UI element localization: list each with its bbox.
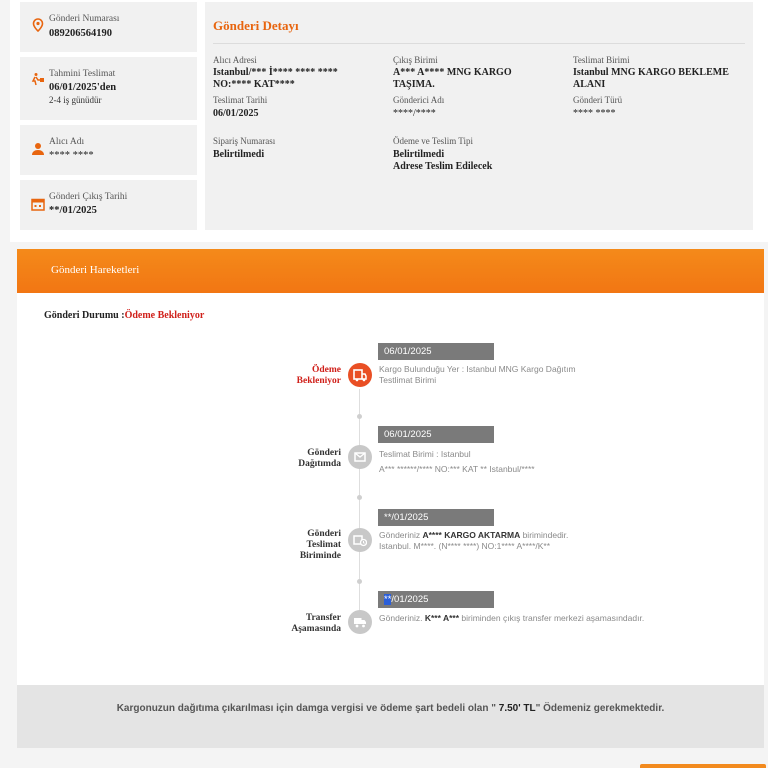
desc-text: Gönderiniz xyxy=(379,530,423,540)
step-payment-pending-label xyxy=(231,365,341,387)
payment-type-line2: Adrese Teslim Edilecek xyxy=(393,161,493,172)
timeline-dot xyxy=(357,414,362,419)
step-label-line: Bekleniyor xyxy=(296,376,341,386)
recipient-address-line1: Istanbul/*** İ**** **** **** xyxy=(213,67,338,78)
ship-date-label: Gönderi Çıkış Tarihi xyxy=(49,192,128,202)
origin-unit-label: Çıkış Birimi xyxy=(393,55,438,65)
action-button[interactable] xyxy=(640,764,766,768)
step-label-line: Ödeme xyxy=(311,365,341,375)
transfer-truck-icon xyxy=(348,610,372,634)
step-desc-line xyxy=(379,613,679,624)
tracking-number-value: 089206564190 xyxy=(49,28,112,39)
divider xyxy=(213,43,745,44)
out-for-delivery-icon xyxy=(348,445,372,469)
order-number-label: Sipariş Numarası xyxy=(213,136,276,146)
step-date xyxy=(378,591,494,608)
estimated-delivery-value: 06/01/2025'den xyxy=(49,82,117,93)
step-description xyxy=(379,364,679,386)
tracking-number-card xyxy=(20,2,197,52)
step-label-line: Biriminde xyxy=(299,551,341,561)
step-description xyxy=(379,449,679,475)
timeline-dot xyxy=(357,495,362,500)
shipment-summary xyxy=(10,0,768,242)
step-at-delivery-unit-label xyxy=(231,529,341,562)
payment-type-line1: Belirtilmedi xyxy=(393,149,445,160)
step-desc-line: Teslimat Birimi : Istanbul xyxy=(379,449,471,459)
step-desc-line: A*** ******/**** NO:*** KAT ** Istanbul/**** xyxy=(379,464,535,474)
step-description xyxy=(379,613,679,624)
shipment-movements xyxy=(17,249,764,685)
shipment-status xyxy=(44,310,204,321)
step-label-line: Aşamasında xyxy=(291,624,341,634)
ship-date-card xyxy=(20,180,197,230)
shipment-type-label: Gönderi Türü xyxy=(573,95,623,105)
desc-unit-name: A**** KARGO AKTARMA xyxy=(422,530,521,540)
courier-icon xyxy=(31,72,45,86)
notice-text: Kargonuzun dağıtıma çıkarılması için damga vergisi ve ödeme şart bedeli olan " xyxy=(116,703,499,714)
movements-title: Gönderi Hareketleri xyxy=(51,264,140,276)
shipment-detail-title: Gönderi Detayı xyxy=(213,18,299,33)
movements-header xyxy=(17,249,764,293)
payment-type-label: Ödeme ve Teslim Tipi xyxy=(393,136,473,146)
ship-date-value: **/01/2025 xyxy=(49,205,97,216)
step-label-line: Teslimat xyxy=(306,540,341,550)
delivery-date-value: 06/01/2025 xyxy=(213,108,259,119)
notice-text: " Ödemeniz gerekmektedir. xyxy=(535,703,665,714)
delivery-duration-note: 2-4 iş günüdür xyxy=(49,95,102,105)
desc-unit-name: K*** A*** xyxy=(424,613,460,623)
recipient-address-line2: NO:**** KAT**** xyxy=(213,79,295,90)
step-desc-line xyxy=(379,530,679,541)
step-in-transfer-label xyxy=(231,613,341,635)
status-label: Gönderi Durumu : xyxy=(44,310,125,321)
selected-text: ** xyxy=(384,594,392,605)
user-icon xyxy=(31,142,45,156)
delivery-unit-line1: Istanbul MNG KARGO BEKLEME xyxy=(573,67,729,78)
step-date: 06/01/2025 xyxy=(378,343,494,360)
order-number-value: Belirtilmedi xyxy=(213,149,265,160)
delivery-date-label: Teslimat Tarihi xyxy=(213,95,268,105)
date-text: /01/2025 xyxy=(391,594,429,605)
timeline-dot xyxy=(357,579,362,584)
step-desc-line: Kargo Bulunduğu Yer : Istanbul MNG Kargo Dağıtım xyxy=(379,364,576,374)
estimated-delivery-label: Tahmini Teslimat xyxy=(49,69,116,79)
desc-text: biriminden çıkış transfer merkezi aşamasındadır. xyxy=(459,613,645,623)
tracking-number-label: Gönderi Numarası xyxy=(49,14,120,24)
step-label-line: Dağıtımda xyxy=(298,459,341,469)
status-value: Ödeme Bekleniyor xyxy=(124,310,205,321)
delivery-unit-label: Teslimat Birimi xyxy=(573,55,630,65)
recipient-name-value: **** **** xyxy=(49,150,94,161)
step-label-line: Transfer xyxy=(305,613,341,623)
step-date: **/01/2025 xyxy=(378,509,494,526)
origin-unit-line2: TAŞIMA. xyxy=(393,79,435,90)
shipment-type-value: **** **** xyxy=(573,108,616,119)
sender-name-value: ****/**** xyxy=(393,108,436,119)
step-label-line: Gönderi xyxy=(307,529,341,539)
step-description xyxy=(379,530,679,552)
payment-notice-text xyxy=(17,703,764,714)
step-desc-line: Istanbul. M****. (N**** ****) NO:1**** A****/K** xyxy=(379,541,551,551)
sender-name-label: Gönderici Adı xyxy=(393,95,445,105)
recipient-name-card xyxy=(20,125,197,175)
step-desc-line: Testlimat Birimi xyxy=(379,375,437,385)
fee-amount: 7.50' TL xyxy=(498,703,536,714)
step-date: 06/01/2025 xyxy=(378,426,494,443)
origin-unit-line1: A*** A**** MNG KARGO xyxy=(393,67,512,78)
step-out-for-delivery-label xyxy=(231,448,341,470)
shipment-detail-panel xyxy=(205,2,753,230)
payment-pending-icon xyxy=(348,363,372,387)
step-label-line: Gönderi xyxy=(307,448,341,458)
delivery-unit-icon xyxy=(348,528,372,552)
calendar-icon xyxy=(31,197,45,211)
recipient-name-label: Alıcı Adı xyxy=(49,137,85,147)
desc-text: Gönderiniz. xyxy=(379,613,425,623)
payment-notice xyxy=(17,685,764,748)
location-pin-icon xyxy=(31,18,45,32)
desc-text: birimindedir. xyxy=(520,530,569,540)
delivery-unit-line2: ALANI xyxy=(573,79,606,90)
timeline-line xyxy=(359,389,360,629)
recipient-address-label: Alıcı Adresi xyxy=(213,55,257,65)
estimated-delivery-card xyxy=(20,57,197,120)
